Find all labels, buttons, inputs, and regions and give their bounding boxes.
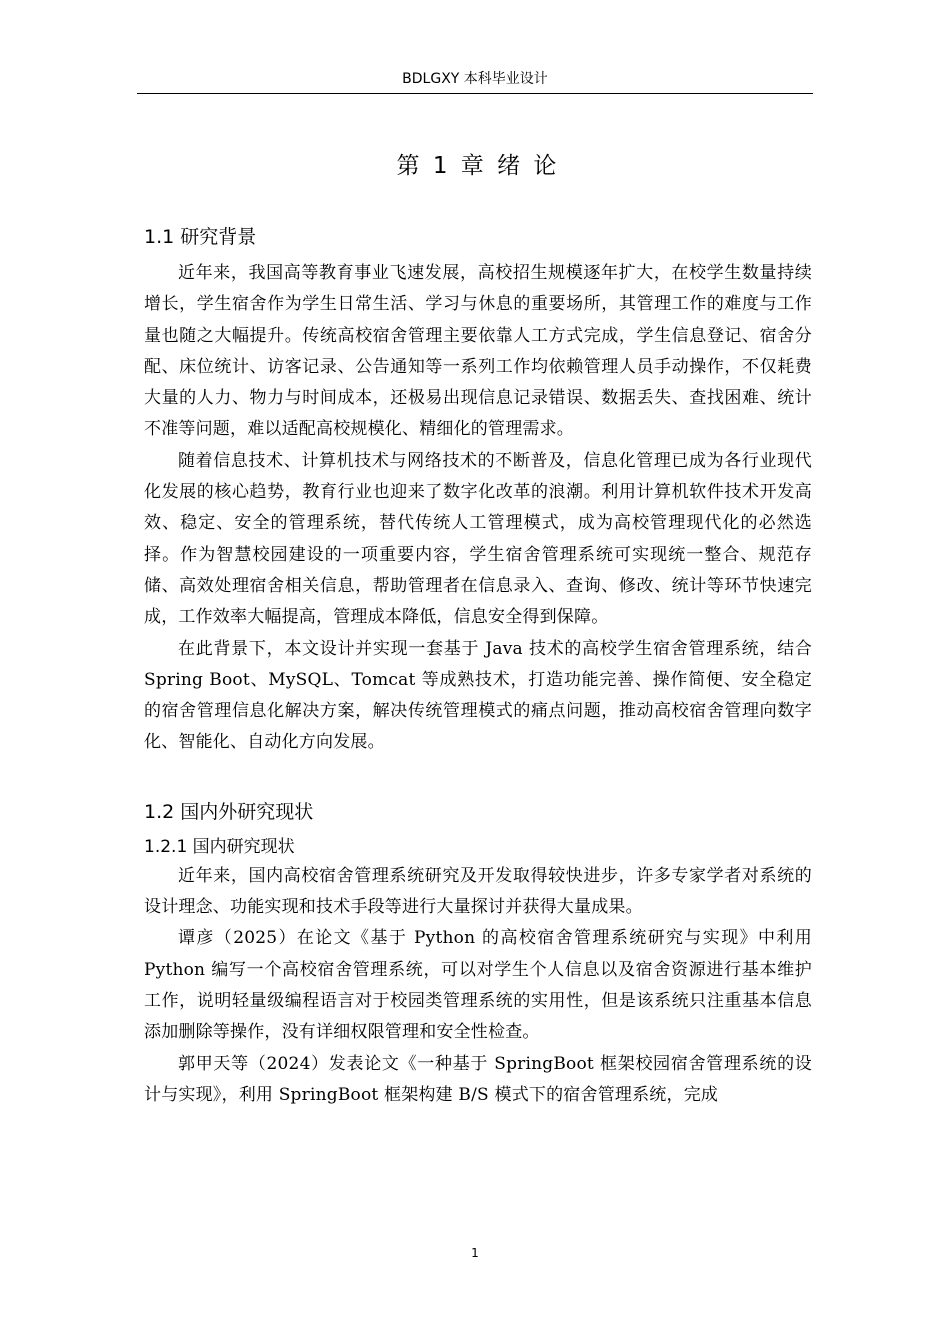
section-1-2-heading: 1.2 国内外研究现状 [144, 800, 314, 823]
paragraph: 郭甲天等（2024）发表论文《一种基于 SpringBoot 框架校园宿舍管理系统的设计与实现》，利用 SpringBoot 框架构建 B/S 模式下的宿舍管理系统，完成 [144, 1053, 812, 1105]
page-body [144, 146, 812, 1111]
subsection-1-2-1-heading: 1.2.1 国内研究现状 [144, 836, 295, 857]
paragraph: 近年来，我国高等教育事业飞速发展，高校招生规模逐年扩大，在校学生数量持续增长，学生宿舍作为学生日常生活、学习与休息的重要场所，其管理工作的难度与工作量也随之大幅提升。传统高校宿舍管理主要依靠人工方式完成，学生信息登记、宿舍分配、床位统计、访客记录、公告通知等一系列工作均依赖管理人员手动操作，不仅耗费大量的人力、物力与时间成本，还极易出现信息记录错误、数据丢失、查找困难、统计不准等问题，难以适配高校规模化、精细化的管理需求。 [144, 263, 812, 440]
page-number: 1 [471, 1246, 479, 1260]
paragraph: 近年来，国内高校宿舍管理系统研究及开发取得较快进步，许多专家学者对系统的设计理念、功能实现和技术手段等进行大量探讨并获得大量成果。 [144, 865, 812, 918]
paragraph: 随着信息技术、计算机技术与网络技术的不断普及，信息化管理已成为各行业现代化发展的核心趋势，教育行业也迎来了数字化改革的浪潮。利用计算机软件技术开发高效、稳定、安全的管理系统，替代传统人工管理模式，成为高校管理现代化的必然选择。作为智慧校园建设的一项重要内容，学生宿舍管理系统可实现统一整合、规范存储、高效处理宿舍相关信息，帮助管理者在信息录入、查询、修改、统计等环节快速完成，工作效率大幅提高，管理成本降低，信息安全得到保障。 [144, 450, 812, 628]
paragraph: 在此背景下，本文设计并实现一套基于 Java 技术的高校学生宿舍管理系统，结合 Spring Boot、MySQL、Tomcat 等成熟技术，打造功能完善、操作简便、安全稳定的宿舍管理信息化解决方案，解决传统管理模式的痛点问题，推动高校宿舍管理向数字化、智能化、自动化方向发展。 [144, 638, 812, 753]
chapter-title: 第 1 章 绪 论 [396, 153, 560, 179]
section-1-1-heading: 1.1 研究背景 [144, 226, 257, 248]
header-divider [137, 93, 813, 94]
paragraph: 谭彦（2025）在论文《基于 Python 的高校宿舍管理系统研究与实现》中利用 Python 编写一个高校宿舍管理系统，可以对学生个人信息以及宿舍资源进行基本维护工作，说明轻量级编程语言对于校园类管理系统的实用性，但是该系统只注重基本信息添加删除等操作，没有详细权限管理和安全性检查。 [144, 928, 812, 1043]
page-header: BDLGXY 本科毕业设计 [402, 71, 548, 87]
